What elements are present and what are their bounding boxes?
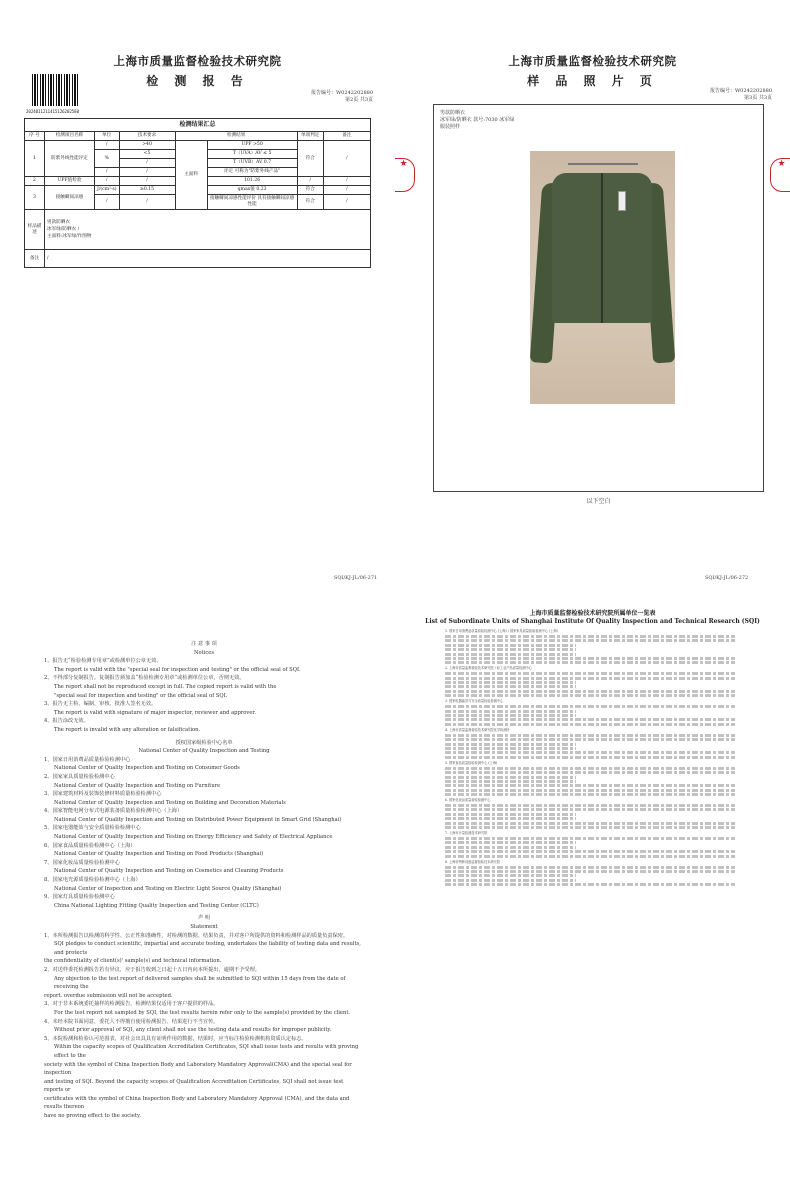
center-line: National Center of Inspection and Testing on Electric Light Source Quality (Shanghai)	[54, 885, 282, 892]
units-title-cn: 上海市质量监督检验技术研究院所属单位一览表	[529, 610, 656, 617]
remark-cell: /	[323, 141, 370, 177]
sample-desc-line: 冰军绿/防晒衣 /	[47, 227, 80, 232]
result-cell: 评定 可称为"防紫外线产品"	[207, 168, 297, 177]
form-code: SQI/KJ-JL/06-271	[334, 575, 378, 581]
unit-details	[445, 855, 735, 858]
unit-details	[445, 714, 576, 717]
center-line: 5、国家电器能效与安全质量检验检测中心	[44, 825, 141, 832]
unit-details	[445, 694, 735, 697]
unit-details	[445, 866, 735, 869]
requirement-cell: >40	[119, 141, 175, 150]
center-line: National Center of Quality Inspection and Testing on Furniture	[54, 782, 221, 789]
requirement-cell: <5	[119, 150, 175, 159]
unit-details	[445, 685, 576, 688]
notice-line: 4、报告涂改无效。	[44, 718, 89, 725]
statement-line: and testing of SQI. Beyond the capacity scopes of Qualification Accreditation Certificates, SQI shall not issue test reports or	[44, 1078, 344, 1094]
unit-details	[445, 723, 735, 726]
statement-line: Within the capacity scopes of Qualification Accreditation Certificates, SQI shall issue tests and results with proving effect to the	[54, 1044, 359, 1059]
center-line: 6、国家食品质量检验检测中心（上海）	[44, 842, 136, 849]
remark-cell: /	[323, 177, 370, 186]
center-line: 1、国家日用消费品质量检验检测中心	[44, 756, 131, 763]
barcode-number: 2024011211415126202580	[26, 109, 79, 114]
item-name: 防紫外线性能评定	[45, 141, 95, 177]
photo-label-line: 冰军绿/防晒衣 款号:7030 冰军绿	[440, 117, 515, 123]
notice-line: 3、报告无主检、编制、审核、批准人签名无效。	[44, 701, 157, 708]
photo-caption: 以下空白	[586, 498, 611, 505]
unit-entry: 7. 上海市计量检测技术研究院	[445, 831, 488, 836]
header-cell: 检测结果	[175, 132, 297, 141]
notice-line: The report is valid with the "special seal for inspection and testing" or the official seal of SQI.	[54, 666, 301, 673]
statement-line: Any objection to the test report of delivered samples shall be submitted to SQI within 15 days from the date of receiving the	[54, 975, 346, 991]
photo-label	[440, 110, 514, 131]
unit-details	[445, 661, 735, 664]
sample-desc-line: 主面料:冰军绿/作图物	[47, 234, 92, 239]
unit-details	[445, 826, 735, 829]
unit-entry: 8. 上海市特种设备监督检验技术研究院	[445, 859, 501, 864]
statement-line: report. overdue submission will not be accepted.	[44, 992, 173, 999]
unit-entry: 1. 国家日用消费品质量检验检测中心 (上海) / 国家家具质量检验检测中心 (上海)	[445, 629, 558, 633]
unit-details	[445, 813, 576, 816]
statement-line: 3、对于非本系统委托抽样的检测报告，检测结果仅适用于客户提供的样品。	[44, 1001, 219, 1008]
unit-details	[445, 780, 576, 783]
unit-details	[445, 822, 735, 825]
unit-details	[445, 639, 735, 642]
price-tag	[618, 191, 626, 211]
unit-details	[445, 648, 576, 651]
photo-label-line: 男款防晒衣	[440, 110, 466, 116]
photo-label-line: 服装照样	[440, 124, 461, 130]
remark-value: /	[45, 250, 371, 268]
report-number: 报告编号：W0242202880	[710, 88, 772, 94]
form-code: SQI/KJ-JL/06-272	[705, 575, 749, 581]
report-number: 报告编号：W0242202880	[311, 90, 373, 96]
center-line: 8、国家电光源质量检验检测中心（上海）	[44, 877, 141, 884]
unit-details	[445, 767, 735, 770]
requirement-cell: /	[119, 177, 175, 186]
notices-title: 注 意 事 项	[191, 641, 217, 647]
notice-line: "special seal for inspection and testing" or the official seal of SQI.	[54, 692, 228, 699]
center-line: 3、国家建筑材料及装饰装修材料质量检验检测中心	[44, 791, 162, 798]
statement-line: 1、本所检测报告以检测的科学性、公正性和准确性，对检测的数据、结果负责，并对客户所提供的资料和检测样品的质量负责保密。	[44, 932, 349, 939]
result-cell: 接触瞬间凉感性能评价 具有接触瞬间凉感性能	[207, 195, 297, 210]
units-list	[445, 627, 735, 888]
document-title: 检 测 报 告	[146, 74, 249, 88]
results-summary-table	[24, 118, 371, 268]
unit-details	[445, 751, 735, 754]
unit-details	[445, 841, 576, 844]
remark-label: 备注	[25, 250, 45, 268]
header-cell: 单项判定	[297, 132, 323, 141]
table-header-row	[25, 132, 371, 141]
document-title: 样 品 照 片 页	[527, 74, 658, 88]
unit-details	[445, 776, 576, 779]
photo-frame	[433, 104, 764, 505]
unit-cell: /	[95, 141, 120, 150]
report-summary-page	[0, 0, 395, 596]
requirement-cell: /	[119, 195, 175, 210]
unit-entry: 6. 国家化妆品质量检验检测中心	[445, 798, 491, 803]
notice-line: 1、报告无“检验检测专用章”或检测单位公章无效。	[44, 658, 162, 665]
remark-cell: /	[323, 186, 370, 195]
remark-row	[25, 250, 371, 268]
unit-details	[445, 734, 735, 737]
units-title-en: List of Subordinate Units of Shanghai Institute Of Quality Inspection and Technical Research (SQI)	[425, 618, 760, 625]
unit-details	[445, 804, 735, 807]
statement-line: 2、对送样委托检测报告若有异议，应于报告收到之日起十五日内向本所提出，逾期不予受理。	[44, 966, 260, 973]
centers-title-en: National Center of Quality Inspection and Testing	[138, 748, 270, 755]
page-number: 第3页 共3页	[744, 95, 772, 101]
unit-details	[445, 793, 735, 796]
requirement-cell: ≥0.15	[119, 186, 175, 195]
unit-details	[445, 817, 576, 820]
unit-details	[445, 837, 735, 840]
unit-cell: /	[95, 168, 120, 177]
unit-details	[445, 883, 735, 886]
unit-details	[445, 653, 576, 656]
unit-cell: /	[95, 177, 120, 186]
unit-details	[445, 672, 735, 675]
row-number: 2	[25, 177, 45, 186]
unit-details	[445, 743, 576, 746]
table-caption: 检测结果汇总	[25, 119, 371, 132]
unit-details	[445, 690, 735, 693]
units-list-title	[395, 610, 790, 626]
institute-title: 上海市质量监督检验技术研究院	[113, 54, 282, 68]
unit-details	[445, 681, 576, 684]
sample-desc-label: 样品描述	[25, 210, 45, 250]
header-cell: 技术要求	[119, 132, 175, 141]
header-cell: 检测项目名称	[45, 132, 95, 141]
hanger	[568, 163, 638, 165]
jacket-zipper	[601, 173, 603, 323]
statement-line: the confidentiality of client(s)' sample(s) and technical information.	[44, 958, 222, 965]
unit-cell: J/(cm²·s)	[95, 186, 120, 195]
verdict-cell: /	[297, 177, 323, 186]
unit-details	[445, 789, 735, 792]
statement-line: 4、未经本院书面同意，委托人不得擅自使用检测报告、结果进行不当宣传。	[44, 1018, 219, 1025]
row-number: 3	[25, 186, 45, 210]
notice-line: The report is invalid with any alteration or falsification.	[54, 726, 201, 733]
unit-details	[445, 657, 735, 660]
sample-photo-page	[395, 0, 790, 596]
center-line: National Center of Quality Inspection and Testing on Building and Decoration Materials	[54, 799, 286, 806]
notice-line: 2、不得部分复制报告。复制报告须加盖“检验检测专用章”或检测单位公章，否则无效。	[44, 675, 245, 682]
unit-details	[445, 870, 735, 873]
unit-entry: 4. 上海市质量监督检验技术研究院化学检测所	[445, 727, 510, 732]
center-line: China National Lighting Fitting Quality Inspection and Testing Center (CLTC)	[54, 902, 259, 909]
statement-line: have no proving effect to the society.	[44, 1113, 141, 1120]
center-line: National Center of Quality Inspection and Testing on Cosmetics and Cleaning Products	[54, 868, 284, 875]
unit-details	[445, 644, 576, 647]
center-line: National Center of Quality Inspection and Testing on Consumer Goods	[54, 765, 240, 772]
center-line: National Center of Quality Inspection and Testing on Energy Efficiency and Safety of Electrical Appliance	[54, 834, 333, 841]
unit-details	[445, 874, 576, 877]
result-cell: qmax值 0.23	[207, 186, 297, 195]
unit-entry: 2. 上海市质量监督检验技术研究院 / 轻工业产品质量检测中心	[445, 666, 532, 671]
unit-cell: %	[95, 150, 120, 168]
unit-details	[445, 850, 735, 853]
report-meta	[311, 90, 373, 104]
result-cell: 101.26	[207, 177, 297, 186]
subordinate-units-page	[395, 597, 790, 1193]
statement-line: certificates with the symbol of China Inspection Body and Laboratory Mandatory Approval (CMA), and the data and results thereon	[44, 1095, 350, 1111]
row-number: 1	[25, 141, 45, 177]
requirement-cell: /	[119, 168, 175, 177]
unit-details	[445, 784, 735, 787]
result-cell: T（UVB）AV 0.7	[207, 159, 297, 168]
sample-description-row	[25, 210, 371, 250]
statement-line: 5、本院检测和检验认可范围表，对社会出具具有证明作用的数据、结果时，应当标注检验检测机构资质认定标志。	[44, 1035, 307, 1042]
statement-line: For the test report not sampled by SQI, the test results herein refer only to the sample(s) provided by the client.	[54, 1009, 351, 1016]
center-line: National Center of Quality Inspection and Testing on Food Products (Shanghai)	[54, 851, 264, 858]
unit-details	[445, 738, 735, 741]
item-name: UPF值检验	[45, 177, 95, 186]
notices-title-en: Notices	[193, 649, 215, 656]
notices-page	[0, 597, 395, 1193]
unit-details	[445, 718, 735, 721]
seal-stamp-left: ★	[395, 158, 415, 192]
result-cell: T（UVA）AV ≤ 5	[207, 150, 297, 159]
unit-details	[445, 635, 735, 638]
item-name: 接触瞬间凉感	[45, 186, 95, 210]
institute-title: 上海市质量监督检验技术研究院	[508, 54, 677, 68]
report-meta	[710, 88, 772, 102]
centers-title: 授权国家级检验中心名单	[175, 739, 233, 746]
notice-line: The report is valid with signature of major inspector, reviewer and approver.	[54, 709, 256, 716]
statement-title-en: Statement	[190, 924, 218, 930]
center-line: National Center of Quality Inspection and Testing on Distributed Power Equipment in Smart Grid (Shanghai)	[54, 816, 342, 823]
center-line: 2、国家家具质量检验检测中心	[44, 773, 115, 780]
center-line: 7、国家化妆品质量检验检测中心	[44, 859, 120, 866]
unit-details	[445, 677, 735, 680]
unit-details	[445, 756, 735, 759]
verdict-cell: 符合	[297, 186, 323, 195]
verdict-cell: 符合	[297, 141, 323, 177]
barcode	[32, 74, 80, 106]
requirement-cell: /	[119, 159, 175, 168]
unit-details	[445, 879, 576, 882]
unit-details	[445, 771, 735, 774]
notices-block	[44, 640, 364, 1121]
table-row	[25, 141, 371, 150]
unit-details	[445, 846, 576, 849]
center-line: 9、国家灯具质量检验检测中心	[44, 894, 115, 901]
unit-entry: 3. 国家电器能效与安全质量检验检测中心	[445, 699, 504, 704]
statement-line: SQI pledges to conduct scientific, impartial and accurate testing, undertakes the liability of testing data and results, and protects	[54, 941, 361, 956]
header-cell: 备注	[323, 132, 370, 141]
sample-desc	[45, 210, 371, 250]
center-line: 4、国家智能电网分布式电源装备质量检验检测中心（上海）	[44, 808, 183, 815]
statement-title: 声 明	[197, 915, 211, 922]
unit-details	[445, 705, 735, 708]
header-cell: 单位	[95, 132, 120, 141]
unit-details	[445, 710, 576, 713]
sample-desc-line: 男款防晒衣	[47, 220, 70, 225]
statement-line: society with the symbol of China Inspection Body and Laboratory Mandatory Approval(CMA) and the special seal for inspection	[44, 1061, 352, 1077]
unit-entry: 5. 国家食品质量检验检测中心 (上海)	[445, 760, 498, 765]
header-cell: 序 号	[25, 132, 45, 141]
page-number: 第2页 共3页	[345, 97, 373, 103]
sample-position: 主面料	[175, 141, 207, 210]
unit-cell: /	[95, 195, 120, 210]
unit-details	[445, 808, 735, 811]
notice-line: The report shall not be reproduced except in full. The copied report is valid with the	[54, 683, 277, 690]
statement-line: Without prior approval of SQI, any client shall not use the testing data and results for improper publicity.	[54, 1027, 332, 1034]
seal-stamp-right: ★	[770, 158, 790, 192]
verdict-cell: 符合	[297, 195, 323, 210]
sample-photo	[530, 151, 675, 404]
unit-details	[445, 747, 576, 750]
result-cell: UPF >50	[207, 141, 297, 150]
remark-cell: /	[323, 195, 370, 210]
